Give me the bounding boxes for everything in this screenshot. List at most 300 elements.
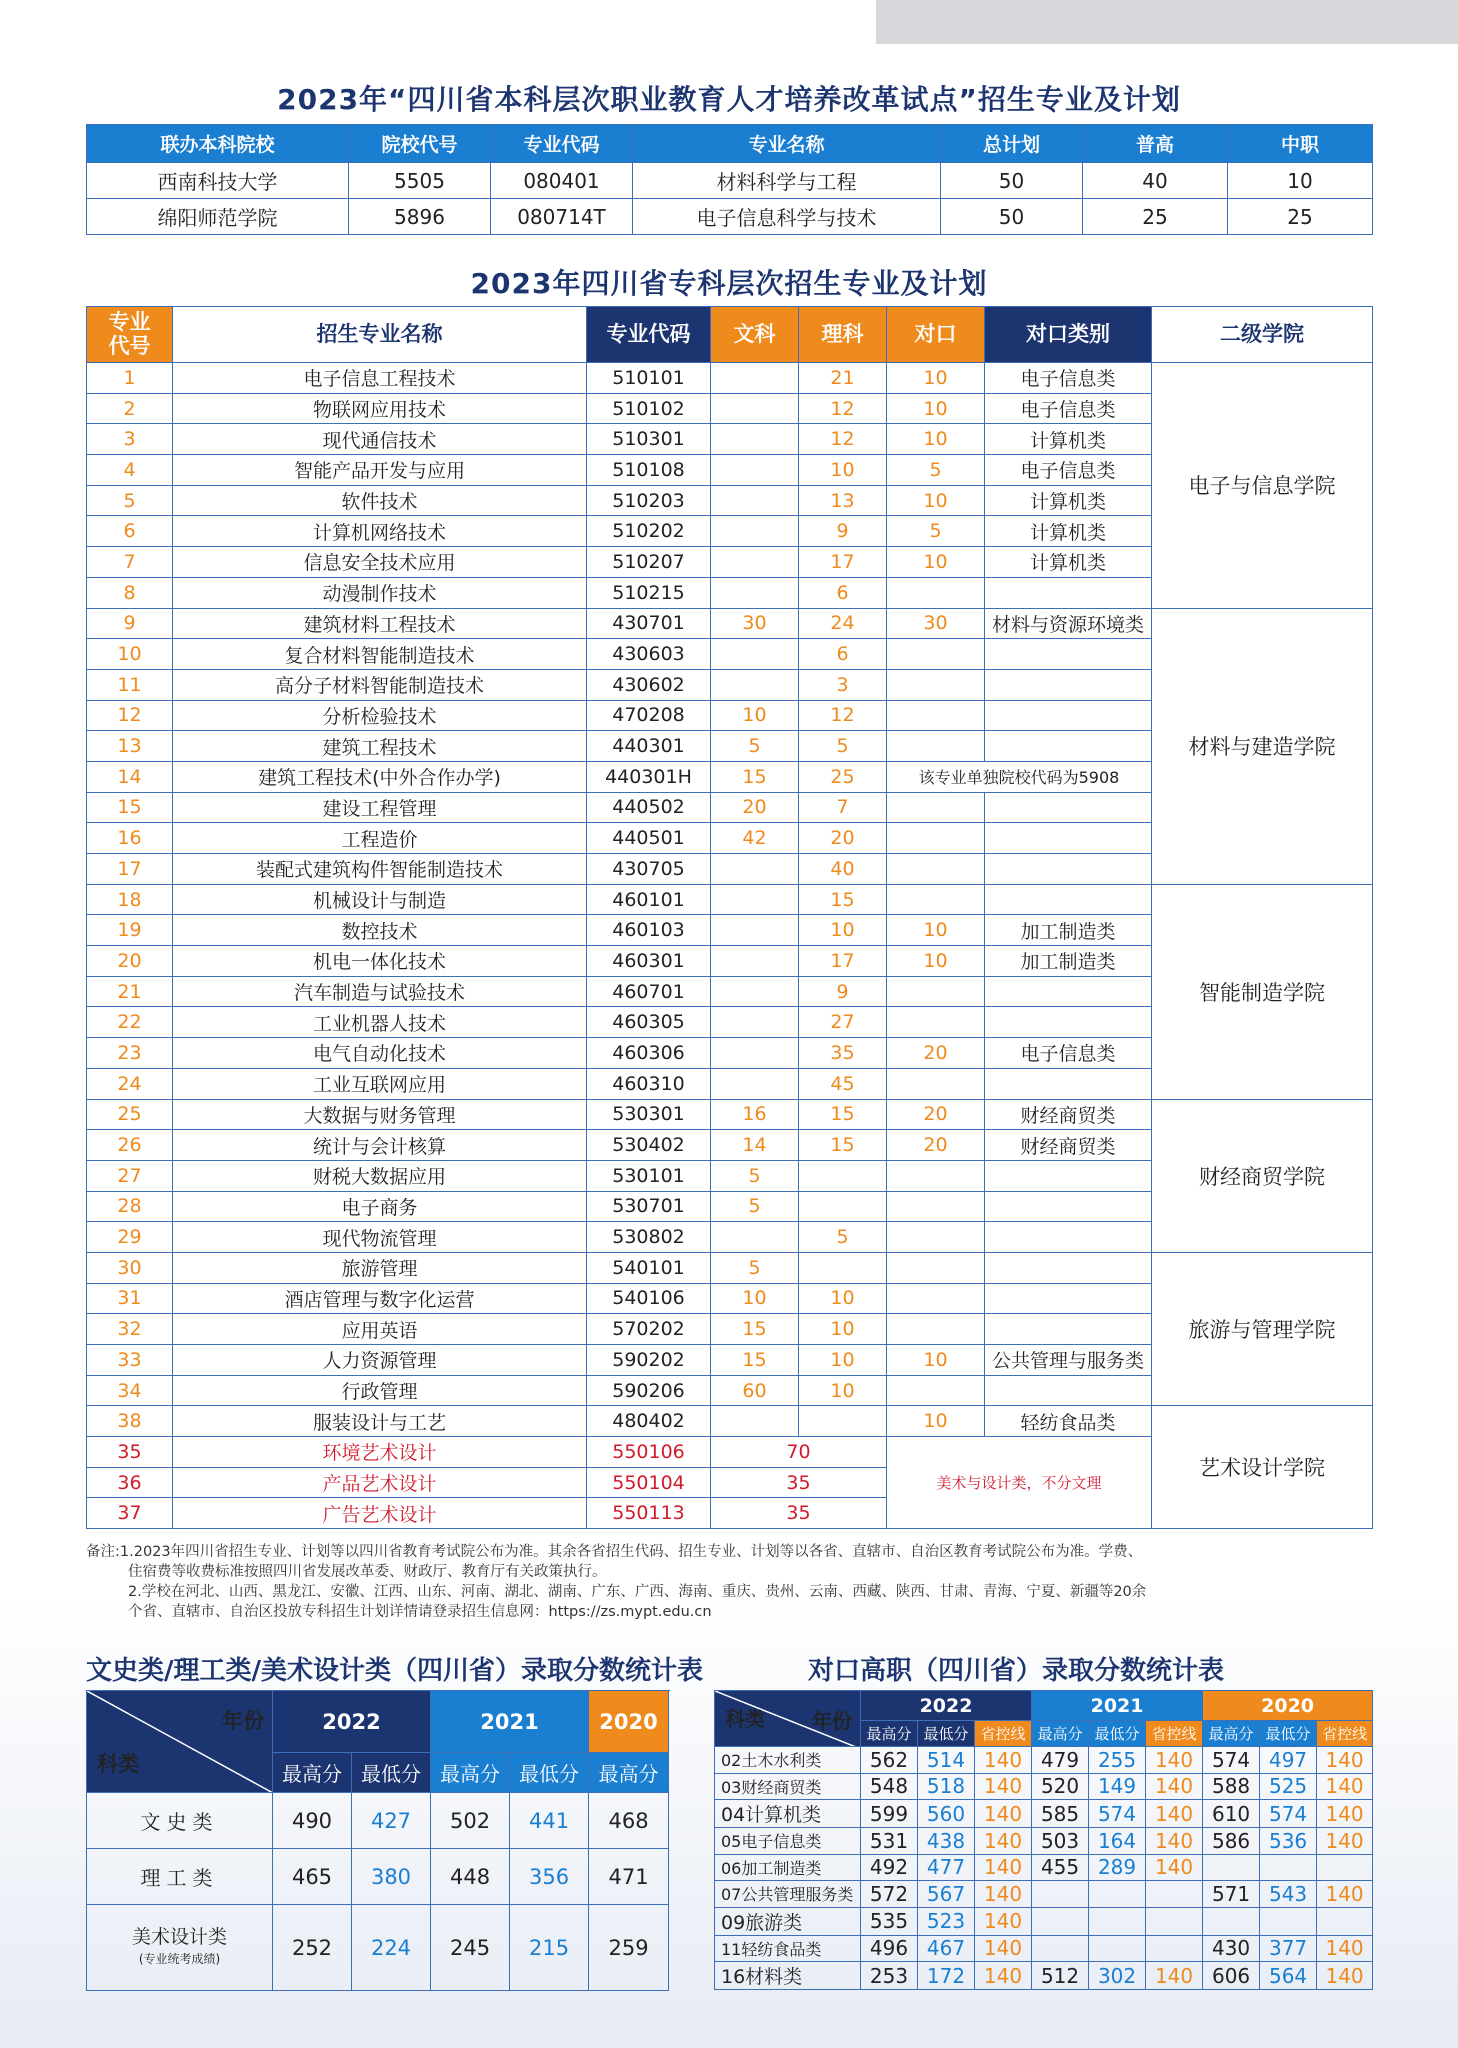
- table-cell: 材料科学与工程: [633, 163, 941, 199]
- top-decoration-bar: [876, 0, 1458, 44]
- table-cell: [711, 485, 799, 516]
- table-cell: 30: [87, 1252, 173, 1283]
- table-cell: 15: [711, 1345, 799, 1376]
- table-cell: 42: [711, 823, 799, 854]
- table-cell: 计算机类: [985, 516, 1152, 547]
- table-cell: 40: [1083, 163, 1228, 199]
- table-row: [715, 1773, 1373, 1800]
- table-cell: 10: [799, 1314, 887, 1345]
- table-cell: 140: [1317, 1962, 1373, 1990]
- table-cell: 电子信息类: [985, 455, 1152, 486]
- table-cell: [711, 669, 799, 700]
- table-cell: 电气自动化技术: [173, 1038, 587, 1069]
- column-header: 最低分: [918, 1721, 975, 1747]
- table-cell: 10: [711, 1283, 799, 1314]
- column-header: 最低分: [510, 1753, 589, 1793]
- table-cell: 计算机类: [985, 424, 1152, 455]
- table-cell: [711, 393, 799, 424]
- table-cell: 软件技术: [173, 485, 587, 516]
- table-cell: 492: [861, 1854, 918, 1881]
- column-header: 对口类别: [985, 307, 1152, 363]
- table-cell: 10: [799, 1345, 887, 1376]
- table-cell: 460306: [587, 1038, 711, 1069]
- table-cell: 518: [918, 1773, 975, 1800]
- table-cell: [985, 1222, 1152, 1253]
- table-cell: 16: [711, 1099, 799, 1130]
- table-cell: 22: [87, 1007, 173, 1038]
- table-cell: 70: [711, 1437, 887, 1468]
- table-cell: 510202: [587, 516, 711, 547]
- table-cell: 460701: [587, 976, 711, 1007]
- column-header: 文科: [711, 307, 799, 363]
- table-cell: 479: [1032, 1747, 1089, 1774]
- college-cell: 艺术设计学院: [1152, 1406, 1373, 1529]
- column-header: 二级学院: [1152, 307, 1373, 363]
- table-cell: [799, 1406, 887, 1437]
- table-cell: [1032, 1907, 1089, 1935]
- table-cell: [887, 823, 985, 854]
- table-cell: 430602: [587, 669, 711, 700]
- table-cell: [711, 1007, 799, 1038]
- column-header: 理科: [799, 307, 887, 363]
- table-cell: 550104: [587, 1467, 711, 1498]
- table-cell: 590206: [587, 1375, 711, 1406]
- table-cell: 36: [87, 1467, 173, 1498]
- column-header: 普高: [1083, 125, 1228, 163]
- table-cell: 50: [941, 199, 1083, 235]
- table-cell: 574: [1260, 1800, 1317, 1828]
- table-cell: 行政管理: [173, 1375, 587, 1406]
- table-cell: 470208: [587, 700, 711, 731]
- corner-year-label: 年份: [812, 1709, 852, 1733]
- table-cell: 复合材料智能制造技术: [173, 639, 587, 670]
- table-cell: 30: [887, 608, 985, 639]
- year-header: 2021: [431, 1691, 589, 1753]
- table-cell: [887, 577, 985, 608]
- table-cell: 140: [1146, 1854, 1203, 1881]
- column-header: 专业代码: [491, 125, 633, 163]
- table-cell: [887, 1375, 985, 1406]
- table-cell: 6: [799, 577, 887, 608]
- table-cell: 12: [87, 700, 173, 731]
- table-cell: 电子信息科学与技术: [633, 199, 941, 235]
- vocational-score-table-title: 对口高职（四川省）录取分数统计表: [808, 1656, 1225, 1686]
- table-cell: 29: [87, 1222, 173, 1253]
- table-row: [87, 608, 1373, 639]
- table-cell: 502: [431, 1793, 510, 1849]
- table-cell: [887, 1314, 985, 1345]
- table-cell: 140: [1317, 1747, 1373, 1774]
- table-cell: [711, 1406, 799, 1437]
- table-cell: 广告艺术设计: [173, 1498, 587, 1529]
- table-cell: 工程造价: [173, 823, 587, 854]
- table-cell: 530402: [587, 1130, 711, 1161]
- table-cell: [1089, 1907, 1146, 1935]
- table-cell: 536: [1260, 1828, 1317, 1855]
- table-cell: [887, 1283, 985, 1314]
- table-cell: [711, 1068, 799, 1099]
- remark-line: 个省、直辖市、自治区投放专科招生计划详情请登录招生信息网：https://zs.mypt.edu.cn: [128, 1604, 712, 1620]
- table-row: [87, 1406, 1373, 1437]
- table-cell: 560: [918, 1800, 975, 1828]
- remarks: [86, 1542, 1376, 1622]
- year-header: 2022: [273, 1691, 431, 1753]
- column-header: 最高分: [589, 1753, 669, 1793]
- table-cell: 该专业单独院校代码为5908: [887, 761, 1152, 792]
- table-cell: 17: [799, 946, 887, 977]
- table-cell: 590202: [587, 1345, 711, 1376]
- column-header: 专业代码: [587, 307, 711, 363]
- score-table-title: 文史类/理工类/美术设计类（四川省）录取分数统计表: [86, 1656, 703, 1686]
- table-cell: 信息安全技术应用: [173, 547, 587, 578]
- table-cell: 10: [1228, 163, 1373, 199]
- table-cell: 分析检验技术: [173, 700, 587, 731]
- table-cell: [985, 639, 1152, 670]
- table-cell: 建设工程管理: [173, 792, 587, 823]
- column-header: 最高分: [861, 1721, 918, 1747]
- table-row: [715, 1747, 1373, 1774]
- year-header: 2020: [1203, 1691, 1373, 1721]
- table-row: [87, 884, 1373, 915]
- table-cell: 12: [799, 393, 887, 424]
- table-cell: 252: [273, 1905, 352, 1991]
- table-cell: 3: [799, 669, 887, 700]
- table-cell: 540106: [587, 1283, 711, 1314]
- table-cell: 430705: [587, 854, 711, 885]
- table-cell: 6: [87, 516, 173, 547]
- table-cell: [1032, 1881, 1089, 1908]
- table-cell: [985, 577, 1152, 608]
- table-cell: [985, 792, 1152, 823]
- table-cell: [985, 669, 1152, 700]
- column-header: 最低分: [352, 1753, 431, 1793]
- table-cell: 10: [887, 1345, 985, 1376]
- table-cell: 21: [799, 363, 887, 394]
- table-cell: 西南科技大学: [87, 163, 349, 199]
- category-cell: 06加工制造类: [715, 1854, 861, 1881]
- table-row: [87, 1252, 1373, 1283]
- table-cell: 8: [87, 577, 173, 608]
- table-cell: 140: [1317, 1935, 1373, 1962]
- college-cell: 智能制造学院: [1152, 884, 1373, 1099]
- table-cell: 动漫制作技术: [173, 577, 587, 608]
- table-row: [715, 1854, 1373, 1881]
- table-cell: [1317, 1907, 1373, 1935]
- table-cell: 25: [799, 761, 887, 792]
- table-cell: [1089, 1881, 1146, 1908]
- table-cell: 9: [799, 976, 887, 1007]
- table-cell: 建筑工程技术(中外合作办学): [173, 761, 587, 792]
- table-cell: 汽车制造与试验技术: [173, 976, 587, 1007]
- table-cell: 45: [799, 1068, 887, 1099]
- table-cell: 15: [799, 1099, 887, 1130]
- table-cell: 530701: [587, 1191, 711, 1222]
- table-cell: 工业互联网应用: [173, 1068, 587, 1099]
- table-cell: 10: [87, 639, 173, 670]
- table-cell: 计算机类: [985, 547, 1152, 578]
- table-cell: 140: [975, 1907, 1032, 1935]
- table-cell: 15: [799, 1130, 887, 1161]
- column-header: 对口: [887, 307, 985, 363]
- table-cell: 510101: [587, 363, 711, 394]
- table-cell: 455: [1032, 1854, 1089, 1881]
- table-cell: [1203, 1854, 1260, 1881]
- table-cell: 现代物流管理: [173, 1222, 587, 1253]
- column-header: 专业名称: [633, 125, 941, 163]
- table-cell: 33: [87, 1345, 173, 1376]
- table-cell: 15: [799, 884, 887, 915]
- college-cell: 材料与建造学院: [1152, 608, 1373, 884]
- table-cell: 140: [975, 1854, 1032, 1881]
- table-cell: 430701: [587, 608, 711, 639]
- table-header-row: [715, 1691, 1373, 1721]
- table-cell: [985, 1375, 1152, 1406]
- table-cell: [887, 1191, 985, 1222]
- table-cell: 572: [861, 1881, 918, 1908]
- table-cell: 535: [861, 1907, 918, 1935]
- table-cell: 380: [352, 1849, 431, 1905]
- table-cell: 20: [711, 792, 799, 823]
- corner-category-label: 科类: [97, 1752, 139, 1776]
- table-cell: 12: [799, 700, 887, 731]
- table-cell: [887, 854, 985, 885]
- table-cell: 5: [799, 1222, 887, 1253]
- table-cell: 356: [510, 1849, 589, 1905]
- table-cell: [711, 639, 799, 670]
- table-cell: 31: [87, 1283, 173, 1314]
- column-header: 院校代号: [349, 125, 491, 163]
- table-cell: 14: [711, 1130, 799, 1161]
- table-cell: 510215: [587, 577, 711, 608]
- table-cell: 140: [975, 1935, 1032, 1962]
- table-cell: 17: [87, 854, 173, 885]
- table-cell: 酒店管理与数字化运营: [173, 1283, 587, 1314]
- category-cell: 文史类: [87, 1793, 273, 1849]
- table-cell: 523: [918, 1907, 975, 1935]
- table-cell: 574: [1203, 1747, 1260, 1774]
- table-cell: [711, 424, 799, 455]
- table-row: [715, 1881, 1373, 1908]
- table-cell: 32: [87, 1314, 173, 1345]
- table-cell: 10: [799, 455, 887, 486]
- table-cell: 4: [87, 455, 173, 486]
- table-cell: 588: [1203, 1773, 1260, 1800]
- table-cell: 514: [918, 1747, 975, 1774]
- table-cell: 25: [87, 1099, 173, 1130]
- table-cell: 24: [799, 608, 887, 639]
- table-cell: 13: [799, 485, 887, 516]
- table-cell: 430: [1203, 1935, 1260, 1962]
- table-cell: 140: [975, 1800, 1032, 1828]
- table-cell: [887, 976, 985, 1007]
- table-cell: [1146, 1907, 1203, 1935]
- table-cell: 599: [861, 1800, 918, 1828]
- college-cell: 电子与信息学院: [1152, 363, 1373, 609]
- table-cell: 10: [887, 547, 985, 578]
- college-plan-table: [86, 306, 1373, 1529]
- column-header: 最高分: [431, 1753, 510, 1793]
- table-cell: [799, 1252, 887, 1283]
- table-cell: 绵阳师范学院: [87, 199, 349, 235]
- table-cell: 机电一体化技术: [173, 946, 587, 977]
- table-cell: 585: [1032, 1800, 1089, 1828]
- table-cell: 438: [918, 1828, 975, 1855]
- table-cell: 5896: [349, 199, 491, 235]
- table-cell: 27: [87, 1160, 173, 1191]
- table-row: [87, 199, 1373, 235]
- table-cell: 19: [87, 915, 173, 946]
- table-cell: [1146, 1935, 1203, 1962]
- category-cell: 美术设计类 (专业统考成绩): [87, 1905, 273, 1991]
- table-cell: 智能产品开发与应用: [173, 455, 587, 486]
- score-table: [86, 1690, 669, 1991]
- table-cell: [887, 731, 985, 762]
- table-cell: [985, 884, 1152, 915]
- table-cell: 建筑工程技术: [173, 731, 587, 762]
- table-cell: 289: [1089, 1854, 1146, 1881]
- table-cell: 电子信息类: [985, 393, 1152, 424]
- table-cell: 1: [87, 363, 173, 394]
- table-cell: [711, 577, 799, 608]
- table-cell: 460101: [587, 884, 711, 915]
- table-cell: [985, 700, 1152, 731]
- remark-line: 备注:1.2023年四川省招生专业、计划等以四川省教育考试院公布为准。其余各省招生代码、招生专业、计划等以各省、直辖市、自治区教育考试院公布为准。学费、: [86, 1544, 1143, 1560]
- table-cell: 12: [799, 424, 887, 455]
- table-cell: 数控技术: [173, 915, 587, 946]
- table-cell: 旅游管理: [173, 1252, 587, 1283]
- table-cell: 606: [1203, 1962, 1260, 1990]
- table-cell: 35: [87, 1437, 173, 1468]
- table-cell: 140: [1146, 1962, 1203, 1990]
- table-row: [87, 1793, 669, 1849]
- table-cell: 14: [87, 761, 173, 792]
- table-cell: [985, 1160, 1152, 1191]
- table-cell: 467: [918, 1935, 975, 1962]
- column-header: 中职: [1228, 125, 1373, 163]
- table-cell: [985, 854, 1152, 885]
- table-cell: 服装设计与工艺: [173, 1406, 587, 1437]
- table-cell: 23: [87, 1038, 173, 1069]
- table-cell: 轻纺食品类: [985, 1406, 1152, 1437]
- table-cell: 550106: [587, 1437, 711, 1468]
- table-cell: 电子商务: [173, 1191, 587, 1222]
- table-cell: 574: [1089, 1800, 1146, 1828]
- table-cell: 468: [589, 1793, 669, 1849]
- table-cell: [799, 1191, 887, 1222]
- table-row: [715, 1935, 1373, 1962]
- column-header: 最高分: [273, 1753, 352, 1793]
- table-cell: 7: [799, 792, 887, 823]
- table-cell: 加工制造类: [985, 946, 1152, 977]
- table-cell: 现代通信技术: [173, 424, 587, 455]
- table-cell: 490: [273, 1793, 352, 1849]
- table-row: [87, 1905, 669, 1991]
- table-cell: 计算机网络技术: [173, 516, 587, 547]
- table-cell: [887, 792, 985, 823]
- table-cell: 564: [1260, 1962, 1317, 1990]
- table-row: [87, 1849, 669, 1905]
- table-cell: 586: [1203, 1828, 1260, 1855]
- table-cell: 460305: [587, 1007, 711, 1038]
- category-note: (专业统考成绩): [138, 1951, 221, 1966]
- table-cell: 5505: [349, 163, 491, 199]
- table-header-row: [87, 307, 1373, 363]
- category-cell: 理工类: [87, 1849, 273, 1905]
- table-cell: 441: [510, 1793, 589, 1849]
- table-cell: 财经商贸类: [985, 1099, 1152, 1130]
- table-cell: 统计与会计核算: [173, 1130, 587, 1161]
- table-cell: 570202: [587, 1314, 711, 1345]
- table-cell: [1260, 1854, 1317, 1881]
- table-cell: [711, 884, 799, 915]
- table-cell: [711, 363, 799, 394]
- table-cell: 35: [711, 1498, 887, 1529]
- table-cell: [711, 915, 799, 946]
- table-cell: [985, 1068, 1152, 1099]
- table-cell: 140: [1146, 1828, 1203, 1855]
- table-cell: 40: [799, 854, 887, 885]
- table-header-row: [87, 1691, 669, 1753]
- remark-line: 2.学校在河北、山西、黑龙江、安徽、江西、山东、河南、湖北、湖南、广东、广西、海南、重庆、贵州、云南、西藏、陕西、甘肃、青海、宁夏、新疆等20余: [128, 1584, 1147, 1600]
- table-cell: 环境艺术设计: [173, 1437, 587, 1468]
- table-cell: 10: [887, 424, 985, 455]
- table-cell: [711, 1222, 799, 1253]
- table-cell: 建筑材料工程技术: [173, 608, 587, 639]
- table-cell: 172: [918, 1962, 975, 1990]
- category-cell: 11轻纺食品类: [715, 1935, 861, 1962]
- table-cell: 567: [918, 1881, 975, 1908]
- table-cell: [985, 1283, 1152, 1314]
- table-cell: [985, 1007, 1152, 1038]
- table-cell: 5: [887, 455, 985, 486]
- pilot-plan-table: [86, 124, 1373, 235]
- table-cell: 253: [861, 1962, 918, 1990]
- college-plan-title: 2023年四川省专科层次招生专业及计划: [470, 267, 988, 300]
- category-cell: 04计算机类: [715, 1800, 861, 1828]
- table-cell: [1146, 1881, 1203, 1908]
- table-cell: 140: [1146, 1773, 1203, 1800]
- remark-line: 住宿费等收费标准按照四川省发展改革委、财政厅、教育厅有关政策执行。: [128, 1564, 607, 1580]
- table-cell: 10: [887, 393, 985, 424]
- table-cell: 10: [887, 363, 985, 394]
- table-cell: 公共管理与服务类: [985, 1345, 1152, 1376]
- table-cell: 5: [799, 731, 887, 762]
- table-cell: [887, 1160, 985, 1191]
- table-cell: 10: [887, 485, 985, 516]
- table-cell: 10: [887, 915, 985, 946]
- table-cell: 18: [87, 884, 173, 915]
- table-cell: 460103: [587, 915, 711, 946]
- column-header: 省控线: [1317, 1721, 1373, 1747]
- table-cell: 应用英语: [173, 1314, 587, 1345]
- table-cell: 550113: [587, 1498, 711, 1529]
- table-cell: 460301: [587, 946, 711, 977]
- table-cell: 530301: [587, 1099, 711, 1130]
- table-cell: 540101: [587, 1252, 711, 1283]
- table-cell: 10: [799, 915, 887, 946]
- table-row: [715, 1907, 1373, 1935]
- table-cell: 20: [887, 1130, 985, 1161]
- table-cell: 2: [87, 393, 173, 424]
- table-cell: 496: [861, 1935, 918, 1962]
- table-cell: 9: [87, 608, 173, 639]
- table-cell: 电子信息工程技术: [173, 363, 587, 394]
- table-cell: [887, 1068, 985, 1099]
- table-cell: 21: [87, 976, 173, 1007]
- table-cell: 电子信息类: [985, 1038, 1152, 1069]
- table-cell: [711, 455, 799, 486]
- table-cell: 302: [1089, 1962, 1146, 1990]
